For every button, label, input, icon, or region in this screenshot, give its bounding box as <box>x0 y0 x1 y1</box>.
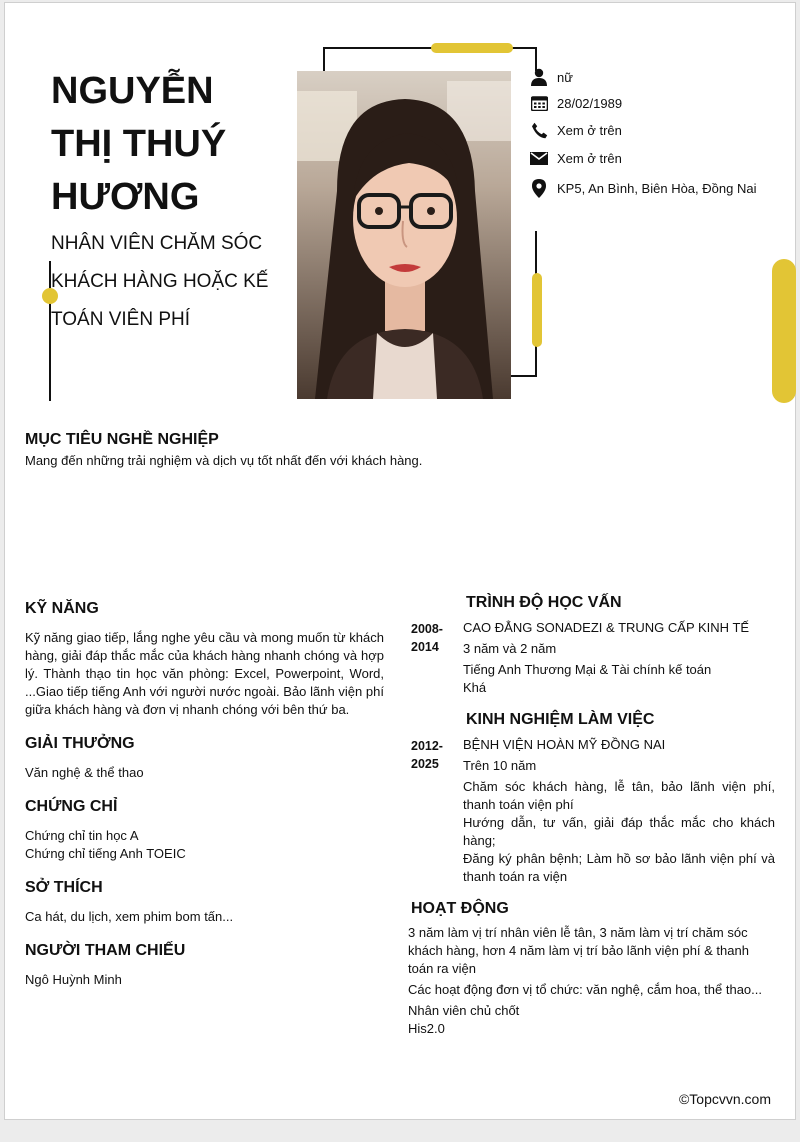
contact-dob <box>529 93 789 113</box>
contact-email <box>529 148 789 168</box>
portrait-image <box>297 71 511 399</box>
year-end: 2025 <box>411 757 439 771</box>
year-start: 2008- <box>411 622 443 636</box>
activity-item: 3 năm làm vị trí nhân viên lễ tân, 3 năm làm vị trí chăm sóc khách hàng, hơn 4 năm làm vị trí bảo lãnh viện phí & thanh toán ra viện <box>408 925 749 976</box>
references-heading: NGƯỜI THAM CHIẾU <box>25 942 186 959</box>
activity-item: Các hoạt động đơn vị tổ chức: văn nghệ, cắm hoa, thể thao... <box>408 982 763 997</box>
education-heading: TRÌNH ĐỘ HỌC VẤN <box>466 594 622 611</box>
hobbies-heading: SỞ THÍCH <box>25 879 103 896</box>
activities-heading: HOẠT ĐỘNG <box>411 900 509 917</box>
duty-item: Hướng dẫn, tư vấn, giải đáp thắc mắc cho khách hàng; <box>463 815 775 848</box>
yellow-side-bar <box>772 259 796 403</box>
objective-heading: MỤC TIÊU NGHỀ NGHIỆP <box>25 431 219 448</box>
yellow-bar <box>532 273 542 347</box>
activity-item: His2.0 <box>408 1021 445 1036</box>
footer-credit: ©Topcvvn.com <box>678 1091 771 1107</box>
education-major: Tiếng Anh Thương Mại & Tài chính kế toán <box>463 662 712 677</box>
activity-item: Nhân viên chủ chốt <box>408 1003 520 1018</box>
duty-item: Đăng ký phân bệnh; Làm hồ sơ bảo lãnh viện phí và thanh toán ra viện <box>463 851 775 884</box>
yellow-bar <box>431 43 513 53</box>
mail-icon <box>529 148 549 168</box>
skills-heading: KỸ NĂNG <box>25 600 99 617</box>
year-end: 2014 <box>411 640 439 654</box>
school-name: CAO ĐẲNG SONADEZI & TRUNG CẤP KINH TẾ <box>463 620 750 635</box>
experience-year <box>411 737 443 773</box>
contact-phone <box>529 120 789 140</box>
hobbies-text: Ca hát, du lịch, xem phim bom tấn... <box>25 909 234 924</box>
name-line: NGUYỄN <box>51 70 214 112</box>
contact-address <box>529 178 789 198</box>
references-text: Ngô Huỳnh Minh <box>25 972 122 987</box>
education-details <box>463 619 777 697</box>
job-title <box>51 225 291 339</box>
title-line: KHÁCH HÀNG HOẶC KẾ <box>51 271 269 292</box>
profile-photo <box>297 71 511 399</box>
education-duration: 3 năm và 2 năm <box>463 641 557 656</box>
education-year <box>411 620 443 656</box>
experience-heading: KINH NGHIỆM LÀM VIỆC <box>466 711 655 728</box>
email-value: Xem ở trên <box>557 150 622 166</box>
phone-icon <box>529 120 549 140</box>
experience-details <box>463 736 775 886</box>
year-start: 2012- <box>411 739 443 753</box>
user-icon <box>529 67 549 87</box>
candidate-name <box>51 65 301 224</box>
title-line: NHÂN VIÊN CHĂM SÓC <box>51 233 263 254</box>
awards-heading: GIẢI THƯỞNG <box>25 735 135 752</box>
location-icon <box>529 178 549 198</box>
duty-item: Chăm sóc khách hàng, lễ tân, bảo lãnh viện phí, thanh toán viện phí <box>463 779 775 812</box>
skills-text: Kỹ năng giao tiếp, lắng nghe yêu cầu và mong muốn từ khách hàng, giải đáp thắc mắc của khách hàng nhanh chóng và hợp lý. Thành thạo tin học văn phòng: Excel, Powerpoint, Word, ...Giao tiếp tiếng Anh với người nước ngoài. Bảo lãnh viện phí giữa khách hàng và đơn vị nhanh chóng với bên thứ ba. <box>25 630 384 717</box>
contact-gender <box>529 67 789 87</box>
cv-page <box>4 2 796 1120</box>
education-grade: Khá <box>463 680 487 695</box>
awards-text: Văn nghệ & thể thao <box>25 765 144 780</box>
name-line: HƯƠNG <box>51 176 200 218</box>
gender-value: nữ <box>557 69 573 85</box>
experience-duration: Trên 10 năm <box>463 758 537 773</box>
address-value: KP5, An Bình, Biên Hòa, Đồng Nai <box>557 180 757 196</box>
certificate-item: Chứng chỉ tiếng Anh TOEIC <box>25 846 186 861</box>
name-line: THỊ THUÝ <box>51 123 227 165</box>
dob-value: 28/02/1989 <box>557 95 623 111</box>
certificates-heading: CHỨNG CHỈ <box>25 798 118 815</box>
frame-line <box>323 47 325 73</box>
calendar-icon <box>529 93 549 113</box>
frame-line <box>511 375 537 377</box>
activities-details <box>408 924 764 1038</box>
certificate-item: Chứng chỉ tin học A <box>25 828 139 843</box>
objective-text: Mang đến những trải nghiệm và dịch vụ tốt nhất đến với khách hàng. <box>25 453 423 468</box>
company-name: BỆNH VIỆN HOÀN MỸ ĐỒNG NAI <box>463 737 666 752</box>
phone-value: Xem ở trên <box>557 122 622 138</box>
title-line: TOÁN VIÊN PHÍ <box>51 309 191 330</box>
